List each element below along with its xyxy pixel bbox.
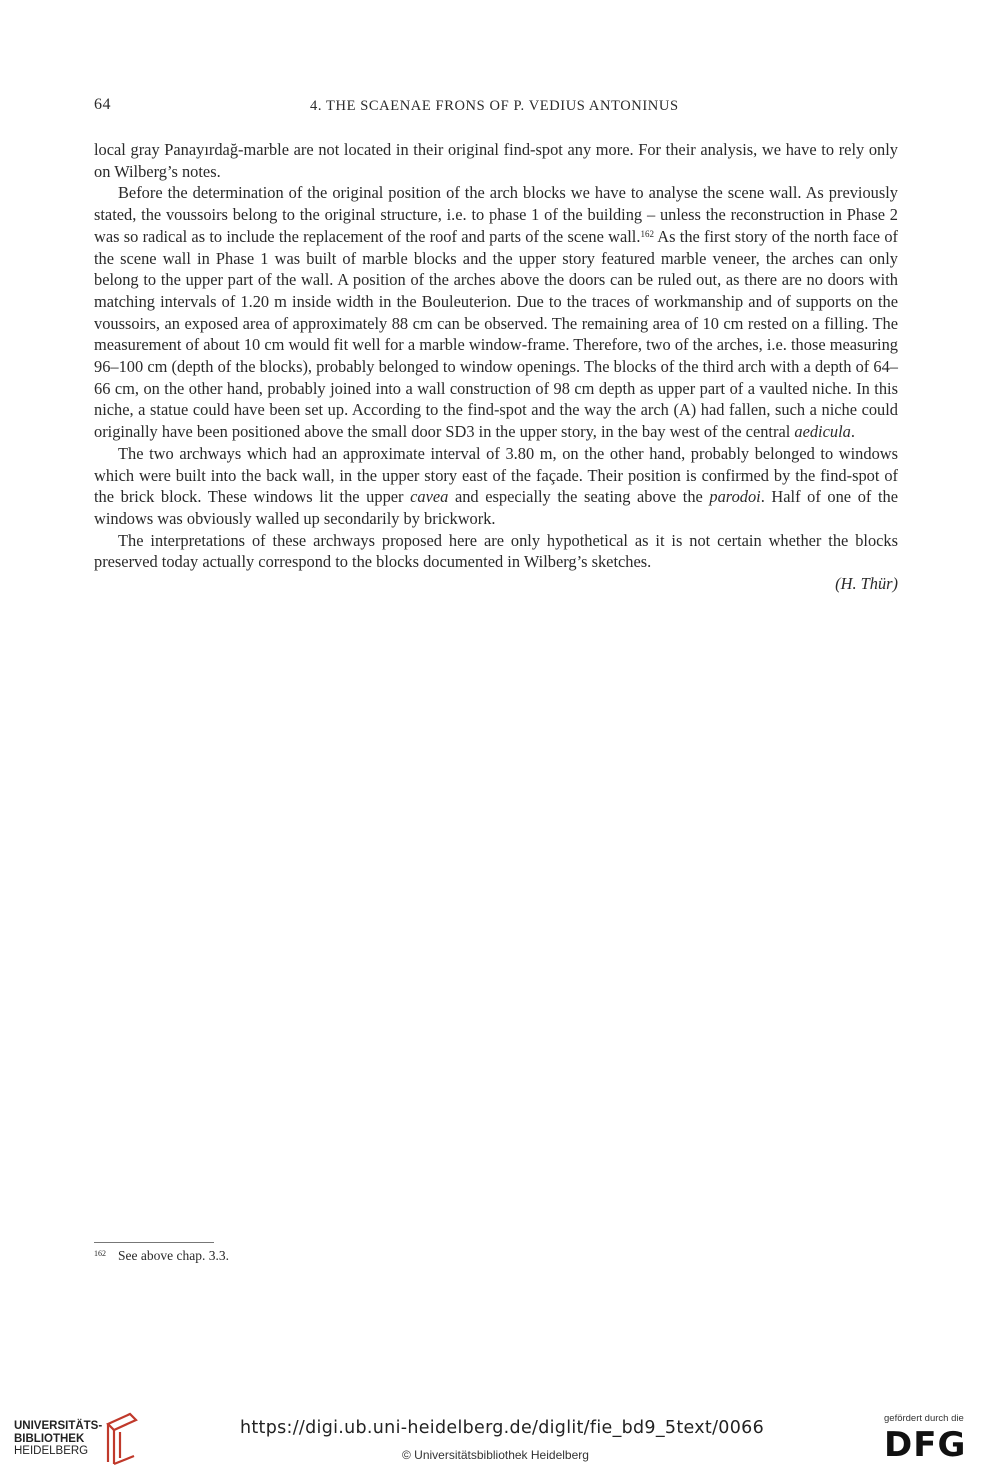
italic-term-aedicula: aedicula xyxy=(794,422,851,442)
author-attribution: (H. Thür) xyxy=(835,574,898,594)
paragraph-3 xyxy=(94,443,898,530)
paragraph-2-text-a: Before the determination of the original position of the arch blocks we have to analyse the scene wall. As previously stated, the voussoirs belong to the original structure, i.e. to phase 1 of the building – unless the reconstruction in Phase 2 was so radical as to include the replacement of the roof and parts of the scene wall. xyxy=(94,183,898,246)
italic-term-parodoi: parodoi xyxy=(709,487,761,507)
page-number: 64 xyxy=(94,96,111,113)
paragraph-3-text-a: The two archways which had an approximate interval of 3.80 m, on the other hand, probably belonged to windows which were built into the back wall, in the upper story east of the façade. Their position is confirmed by the find-spot of the brick block. These windows lit the upper xyxy=(94,443,898,507)
paragraph-1 xyxy=(94,139,898,182)
paragraph-4-text: The interpretations of these archways proposed here are only hypothetical as it is not certain whether the blocks preserved today actually correspond to the blocks documented in Wilberg’s sketches. xyxy=(94,530,898,572)
library-line-1: UNIVERSITÄTS- xyxy=(14,1420,103,1432)
paragraph-2 xyxy=(94,182,898,442)
library-logo-text[interactable] xyxy=(14,1420,102,1458)
paragraph-2-text-b: As the first story of the north face of the scene wall in Phase 1 was built of marble blocks and the upper story featured marble veneer, the arches can only belong to the upper part of the wall. A position of the arches above the doors can be ruled out, as there are no doors with matching intervals of 1.20 m inside width in the Bouleuterion. Due to the traces of workmanship and of supports on the voussoirs, an exposed area of approximately 88 cm can be observed. The remaining area of 10 cm rested on a filling. The measurement of about 10 cm would fit well for a marble window-frame. Therefore, two of the arches, i.e. those measuring 96–100 cm (depth of the blocks), probably belonged to window openings. The blocks of the third arch with a depth of 64–66 cm, on the other hand, probably joined into a wall construction of 98 cm depth as upper part of a vaulted niche. In this niche, a statue could have been set up. According to the find-spot and the way the arch (A) had fallen, such a niche could originally have been positioned above the small door SD3 in the upper story, in the bay west of the central xyxy=(94,226,898,442)
library-logo-icon xyxy=(100,1410,140,1466)
paragraph-3-text-c: . Half of one of the windows was obviously walled up secondarily by brickwork. xyxy=(94,487,898,528)
paragraph-3-text-b: and especially the seating above the xyxy=(448,487,710,507)
footnote xyxy=(94,1248,229,1264)
permalink-url[interactable]: https://digi.ub.uni-heidelberg.de/diglit/fie_bd9_5text/0066 xyxy=(240,1418,765,1438)
italic-term-cavea: cavea xyxy=(410,487,449,507)
library-line-2: BIBLIOTHEK xyxy=(14,1432,85,1445)
paragraph-2-end: . xyxy=(850,422,855,442)
dfg-logo[interactable]: DFG xyxy=(884,1425,967,1465)
dfg-funding-label: gefördert durch die xyxy=(884,1413,964,1424)
paragraph-1-text: local gray Panayırdağ-marble are not located in their original find-spot any more. For their analysis, we have to rely only on Wilberg’s notes. xyxy=(94,140,898,181)
footnote-ref-162[interactable]: 162 xyxy=(640,228,654,239)
footnote-text: See above chap. 3.3. xyxy=(118,1248,229,1263)
main-text xyxy=(94,139,898,595)
footnote-number: 162 xyxy=(94,1249,106,1258)
running-head: 4. THE SCAENAE FRONS OF P. VEDIUS ANTONINUS xyxy=(310,98,679,114)
footer-bar xyxy=(0,1404,992,1474)
paragraph-4 xyxy=(94,530,898,573)
copyright-notice: © Universitätsbibliothek Heidelberg xyxy=(402,1448,589,1462)
footnote-divider xyxy=(94,1242,214,1243)
library-line-3: HEIDELBERG xyxy=(14,1445,89,1457)
